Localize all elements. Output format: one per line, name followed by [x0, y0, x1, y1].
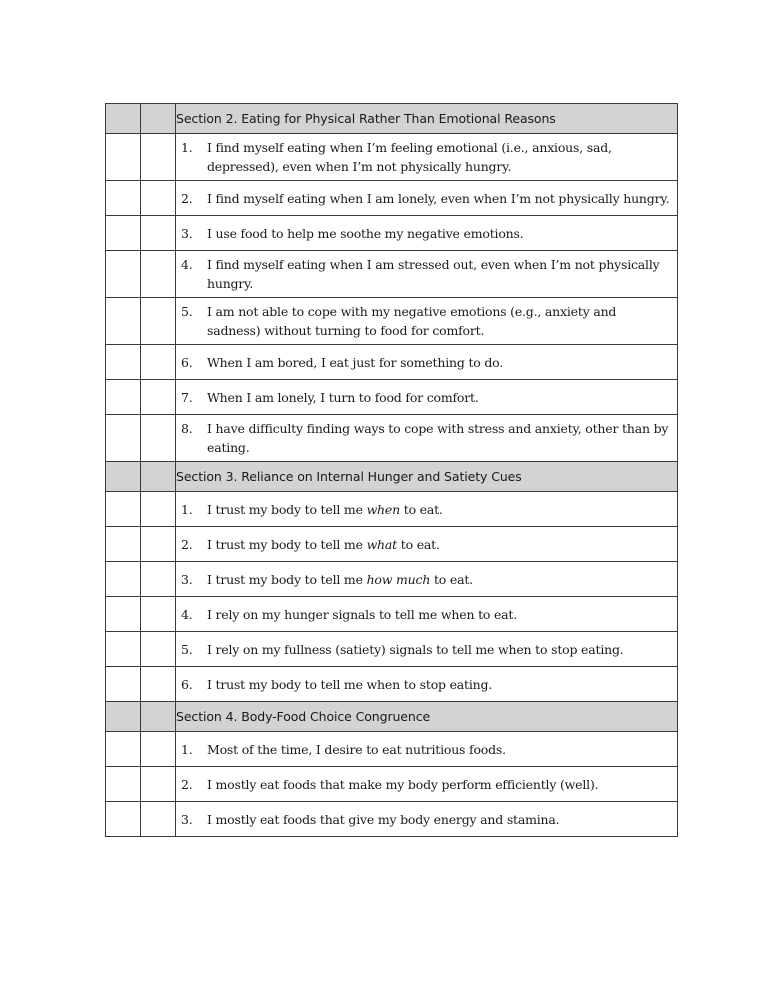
item-text	[207, 640, 673, 659]
table-row	[106, 345, 678, 380]
table-row	[106, 251, 678, 298]
statement-item	[176, 535, 677, 554]
statement-cell	[176, 134, 678, 181]
item-text-part: I use food to help me soothe my negative emotions.	[207, 225, 524, 241]
response-cell-1[interactable]	[106, 492, 141, 527]
response-cell-2[interactable]	[141, 562, 176, 597]
response-cell-2[interactable]	[141, 667, 176, 702]
response-cell-2[interactable]	[141, 380, 176, 415]
response-cell-1[interactable]	[106, 216, 141, 251]
section-title: Section 4. Body-Food Choice Congruence	[176, 702, 678, 732]
response-cell-2[interactable]	[141, 802, 176, 837]
statement-item	[176, 640, 677, 659]
response-cell-2[interactable]	[141, 492, 176, 527]
item-text	[207, 255, 673, 293]
response-cell-2[interactable]	[141, 527, 176, 562]
item-text-part: I rely on my fullness (satiety) signals to tell me when to stop eating.	[207, 641, 624, 657]
table-row	[106, 134, 678, 181]
item-text	[207, 353, 673, 372]
item-text-part: I trust my body to tell me	[207, 501, 367, 517]
item-number: 4.	[181, 606, 193, 622]
survey-body	[106, 104, 678, 837]
statement-item	[176, 224, 677, 243]
item-number: 6.	[181, 354, 193, 370]
item-text-part: I mostly eat foods that make my body perform efficiently (well).	[207, 776, 599, 792]
statement-cell	[176, 632, 678, 667]
table-row	[106, 667, 678, 702]
survey-table	[105, 103, 678, 837]
statement-item	[176, 419, 677, 457]
table-row	[106, 767, 678, 802]
statement-item	[176, 353, 677, 372]
response-cell-1[interactable]	[106, 562, 141, 597]
table-row	[106, 527, 678, 562]
item-number: 3.	[181, 225, 193, 241]
table-row	[106, 181, 678, 216]
response-cell-2[interactable]	[141, 732, 176, 767]
item-text	[207, 535, 673, 554]
item-number: 2.	[181, 190, 193, 206]
table-row	[106, 380, 678, 415]
response-cell-1[interactable]	[106, 767, 141, 802]
item-text-part: to eat.	[399, 501, 443, 517]
item-text-part: I find myself eating when I’m feeling emotional (i.e., anxious, sad, depressed), even when I’m not physically hungry.	[207, 140, 612, 174]
item-text	[207, 138, 673, 176]
statement-item	[176, 302, 677, 340]
statement-item	[176, 605, 677, 624]
statement-cell	[176, 767, 678, 802]
statement-item	[176, 740, 677, 759]
item-text	[207, 775, 673, 794]
statement-item	[176, 138, 677, 176]
item-number: 7.	[181, 389, 193, 405]
item-text-part: When I am lonely, I turn to food for comfort.	[207, 389, 479, 405]
statement-item	[176, 775, 677, 794]
statement-item	[176, 388, 677, 407]
statement-cell	[176, 597, 678, 632]
item-text	[207, 189, 673, 208]
item-text-part: I mostly eat foods that give my body energy and stamina.	[207, 811, 560, 827]
item-number: 6.	[181, 676, 193, 692]
response-cell-1[interactable]	[106, 732, 141, 767]
response-cell-1[interactable]	[106, 527, 141, 562]
response-cell-2[interactable]	[141, 632, 176, 667]
item-text	[207, 302, 673, 340]
item-text-emphasis: how much	[366, 571, 431, 587]
statement-cell	[176, 415, 678, 462]
section-header-row	[106, 702, 678, 732]
statement-cell	[176, 380, 678, 415]
table-row	[106, 298, 678, 345]
response-cell-1[interactable]	[106, 415, 141, 462]
item-number: 5.	[181, 641, 193, 657]
section-header-blank-cell	[141, 462, 176, 492]
section-header-blank-cell	[106, 702, 141, 732]
statement-item	[176, 500, 677, 519]
item-number: 3.	[181, 811, 193, 827]
statement-item	[176, 255, 677, 293]
table-row	[106, 597, 678, 632]
statement-item	[176, 189, 677, 208]
item-text	[207, 500, 673, 519]
response-cell-2[interactable]	[141, 345, 176, 380]
statement-cell	[176, 732, 678, 767]
item-text-part: When I am bored, I eat just for something to do.	[207, 354, 504, 370]
statement-item	[176, 675, 677, 694]
item-text	[207, 419, 673, 457]
item-number: 2.	[181, 776, 193, 792]
section-header-blank-cell	[141, 104, 176, 134]
response-cell-1[interactable]	[106, 251, 141, 298]
response-cell-2[interactable]	[141, 415, 176, 462]
item-text	[207, 224, 673, 243]
item-text-part: I trust my body to tell me	[207, 536, 367, 552]
item-text-part: Most of the time, I desire to eat nutritious foods.	[207, 741, 506, 757]
response-cell-1[interactable]	[106, 802, 141, 837]
item-text	[207, 740, 673, 759]
item-text-emphasis: what	[366, 536, 397, 552]
item-text-part: I find myself eating when I am stressed out, even when I’m not physically hungry.	[207, 257, 660, 291]
item-text-part: I have difficulty finding ways to cope with stress and anxiety, other than by eating.	[207, 421, 669, 455]
response-cell-1[interactable]	[106, 597, 141, 632]
response-cell-2[interactable]	[141, 134, 176, 181]
item-number: 2.	[181, 536, 193, 552]
section-header-row	[106, 462, 678, 492]
section-header-blank-cell	[106, 462, 141, 492]
response-cell-1[interactable]	[106, 181, 141, 216]
item-text	[207, 810, 673, 829]
statement-cell	[176, 298, 678, 345]
response-cell-1[interactable]	[106, 632, 141, 667]
statement-cell	[176, 667, 678, 702]
table-row	[106, 562, 678, 597]
section-title: Section 2. Eating for Physical Rather Than Emotional Reasons	[176, 104, 678, 134]
statement-cell	[176, 527, 678, 562]
item-number: 8.	[181, 421, 193, 436]
item-text-part: I find myself eating when I am lonely, even when I’m not physically hungry.	[207, 190, 670, 206]
section-header-row	[106, 104, 678, 134]
table-row	[106, 732, 678, 767]
response-cell-2[interactable]	[141, 767, 176, 802]
section-header-blank-cell	[106, 104, 141, 134]
item-text	[207, 605, 673, 624]
table-row	[106, 415, 678, 462]
item-text-emphasis: when	[366, 501, 400, 517]
response-cell-2[interactable]	[141, 181, 176, 216]
item-text-part: to eat.	[430, 571, 473, 587]
item-text-part: I rely on my hunger signals to tell me when to eat.	[207, 606, 518, 622]
statement-cell	[176, 345, 678, 380]
item-text	[207, 675, 673, 694]
item-number: 5.	[181, 304, 193, 319]
response-cell-1[interactable]	[106, 345, 141, 380]
section-header-blank-cell	[141, 702, 176, 732]
statement-item	[176, 810, 677, 829]
item-number: 1.	[181, 741, 193, 757]
statement-item	[176, 570, 677, 589]
response-cell-1[interactable]	[106, 667, 141, 702]
item-text	[207, 570, 673, 589]
response-cell-1[interactable]	[106, 380, 141, 415]
response-cell-2[interactable]	[141, 597, 176, 632]
table-row	[106, 632, 678, 667]
item-number: 1.	[181, 140, 193, 155]
item-text-part: I trust my body to tell me	[207, 571, 367, 587]
response-cell-2[interactable]	[141, 298, 176, 345]
statement-cell	[176, 251, 678, 298]
statement-cell	[176, 492, 678, 527]
item-text-part: to eat.	[397, 536, 440, 552]
statement-cell	[176, 802, 678, 837]
item-number: 1.	[181, 501, 193, 517]
statement-cell	[176, 216, 678, 251]
response-cell-2[interactable]	[141, 216, 176, 251]
section-title: Section 3. Reliance on Internal Hunger and Satiety Cues	[176, 462, 678, 492]
item-text	[207, 388, 673, 407]
item-number: 4.	[181, 257, 193, 272]
table-row	[106, 216, 678, 251]
response-cell-2[interactable]	[141, 251, 176, 298]
table-row	[106, 802, 678, 837]
table-row	[106, 492, 678, 527]
item-number: 3.	[181, 571, 193, 587]
response-cell-1[interactable]	[106, 134, 141, 181]
statement-cell	[176, 181, 678, 216]
item-text-part: I trust my body to tell me when to stop eating.	[207, 676, 493, 692]
response-cell-1[interactable]	[106, 298, 141, 345]
statement-cell	[176, 562, 678, 597]
item-text-part: I am not able to cope with my negative emotions (e.g., anxiety and sadness) without turning to food for comfort.	[207, 304, 617, 338]
